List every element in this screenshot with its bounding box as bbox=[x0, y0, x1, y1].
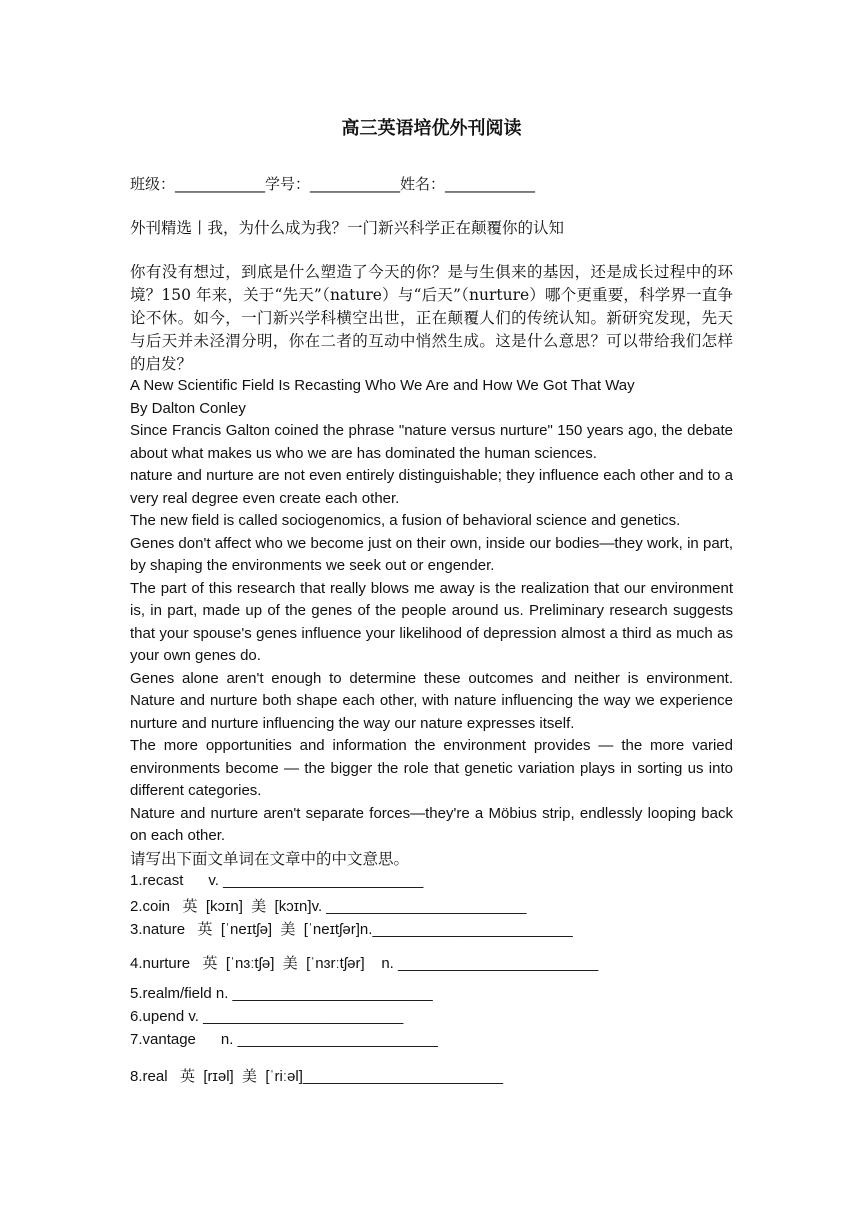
vocab-item bbox=[130, 952, 733, 973]
article-subhead: 外刊精选丨我，为什么成为我？一门新兴科学正在颠覆你的认知 bbox=[130, 219, 565, 237]
name-blank: ____________ bbox=[445, 175, 536, 193]
vocab-item bbox=[130, 1065, 733, 1086]
student-info-line bbox=[130, 173, 535, 194]
vocab-text: 4.nurture 英 [ˈnɜːtʃə] 美 [ˈnɜrːtʃər] n. ________________________ bbox=[130, 955, 599, 972]
english-article bbox=[130, 375, 733, 871]
vocab-item bbox=[130, 1031, 733, 1048]
vocab-text: 7.vantage n. ________________________ bbox=[130, 1031, 438, 1048]
vocab-text: 3.nature 英 [ˈneɪtʃə] 美 [ˈneɪtʃər]n.________________________ bbox=[130, 921, 573, 938]
class-label: 班级： bbox=[130, 175, 176, 193]
article-paragraph: Nature and nurture aren't separate forces—they're a Möbius strip, endlessly looping back on each other. bbox=[130, 804, 733, 844]
vocab-item bbox=[130, 895, 733, 916]
article-paragraph: nature and nurture are not even entirely distinguishable; they influence each other and to a very real degree even create each other. bbox=[130, 467, 733, 507]
vocab-item bbox=[130, 1008, 733, 1025]
article-title: A New Scientific Field Is Recasting Who We Are and How We Got That Way bbox=[130, 377, 635, 394]
vocab-text: 1.recast v. ________________________ bbox=[130, 872, 424, 889]
article-paragraph: Genes don't affect who we become just on their own, inside our bodies—they work, in part, by shaping the environments we seek out or engender. bbox=[130, 534, 733, 574]
vocab-text: 6.upend v. ________________________ bbox=[130, 1008, 404, 1025]
article-paragraph: The part of this research that really blows me away is the realization that our environment is, in part, made up of the genes of the people around us. Preliminary research suggests that your spouse's genes influence your likelihood of depression almost a third as much as your own genes do. bbox=[130, 579, 733, 664]
name-label: 姓名： bbox=[400, 175, 446, 193]
vocab-item bbox=[130, 872, 733, 889]
chinese-intro: 你有没有想过，到底是什么塑造了今天的你？是与生俱来的基因，还是成长过程中的环境？150 年来，关于“先天”（nature）与“后天”（nurture）哪个更重要，科学界一直争论不休。如今，一门新兴学科横空出世，正在颠覆人们的传统认知。新研究发现，先天与后天并未泾渭分明，你在二者的互动中悄然生成。这是什么意思？可以带给我们怎样的启发？ bbox=[130, 263, 733, 373]
article-paragraph: The new field is called sociogenomics, a fusion of behavioral science and genetics. bbox=[130, 512, 681, 529]
number-blank: ____________ bbox=[310, 175, 401, 193]
vocab-text: 5.realm/field n. ________________________ bbox=[130, 985, 433, 1002]
page-title: 高三英语培优外刊阅读 bbox=[341, 118, 522, 139]
vocab-instruction: 请写出下面文单词在文章中的中文意思。 bbox=[130, 849, 410, 868]
number-label: 学号： bbox=[265, 175, 311, 193]
class-blank: ____________ bbox=[175, 175, 266, 193]
vocab-item bbox=[130, 918, 733, 939]
vocab-text: 2.coin 英 [kɔɪn] 美 [kɔɪn]v. ________________________ bbox=[130, 898, 527, 915]
article-byline: By Dalton Conley bbox=[130, 399, 246, 417]
vocab-text: 8.real 英 [rɪəl] 美 [ˈriːəl]________________________ bbox=[130, 1068, 504, 1085]
article-paragraph: Since Francis Galton coined the phrase "nature versus nurture" 150 years ago, the debate about what makes us who we are has dominated the human sciences. bbox=[130, 422, 733, 462]
article-paragraph: The more opportunities and information the environment provides — the more varied environments become — the bigger the role that genetic variation plays in sorting us into different categories. bbox=[130, 737, 733, 799]
vocab-item bbox=[130, 985, 733, 1002]
article-paragraph: Genes alone aren't enough to determine these outcomes and neither is environment. Nature and nurture both shape each other, with nature influencing the way we experience nurture and nurture influencing the way our nature expresses itself. bbox=[130, 669, 733, 732]
